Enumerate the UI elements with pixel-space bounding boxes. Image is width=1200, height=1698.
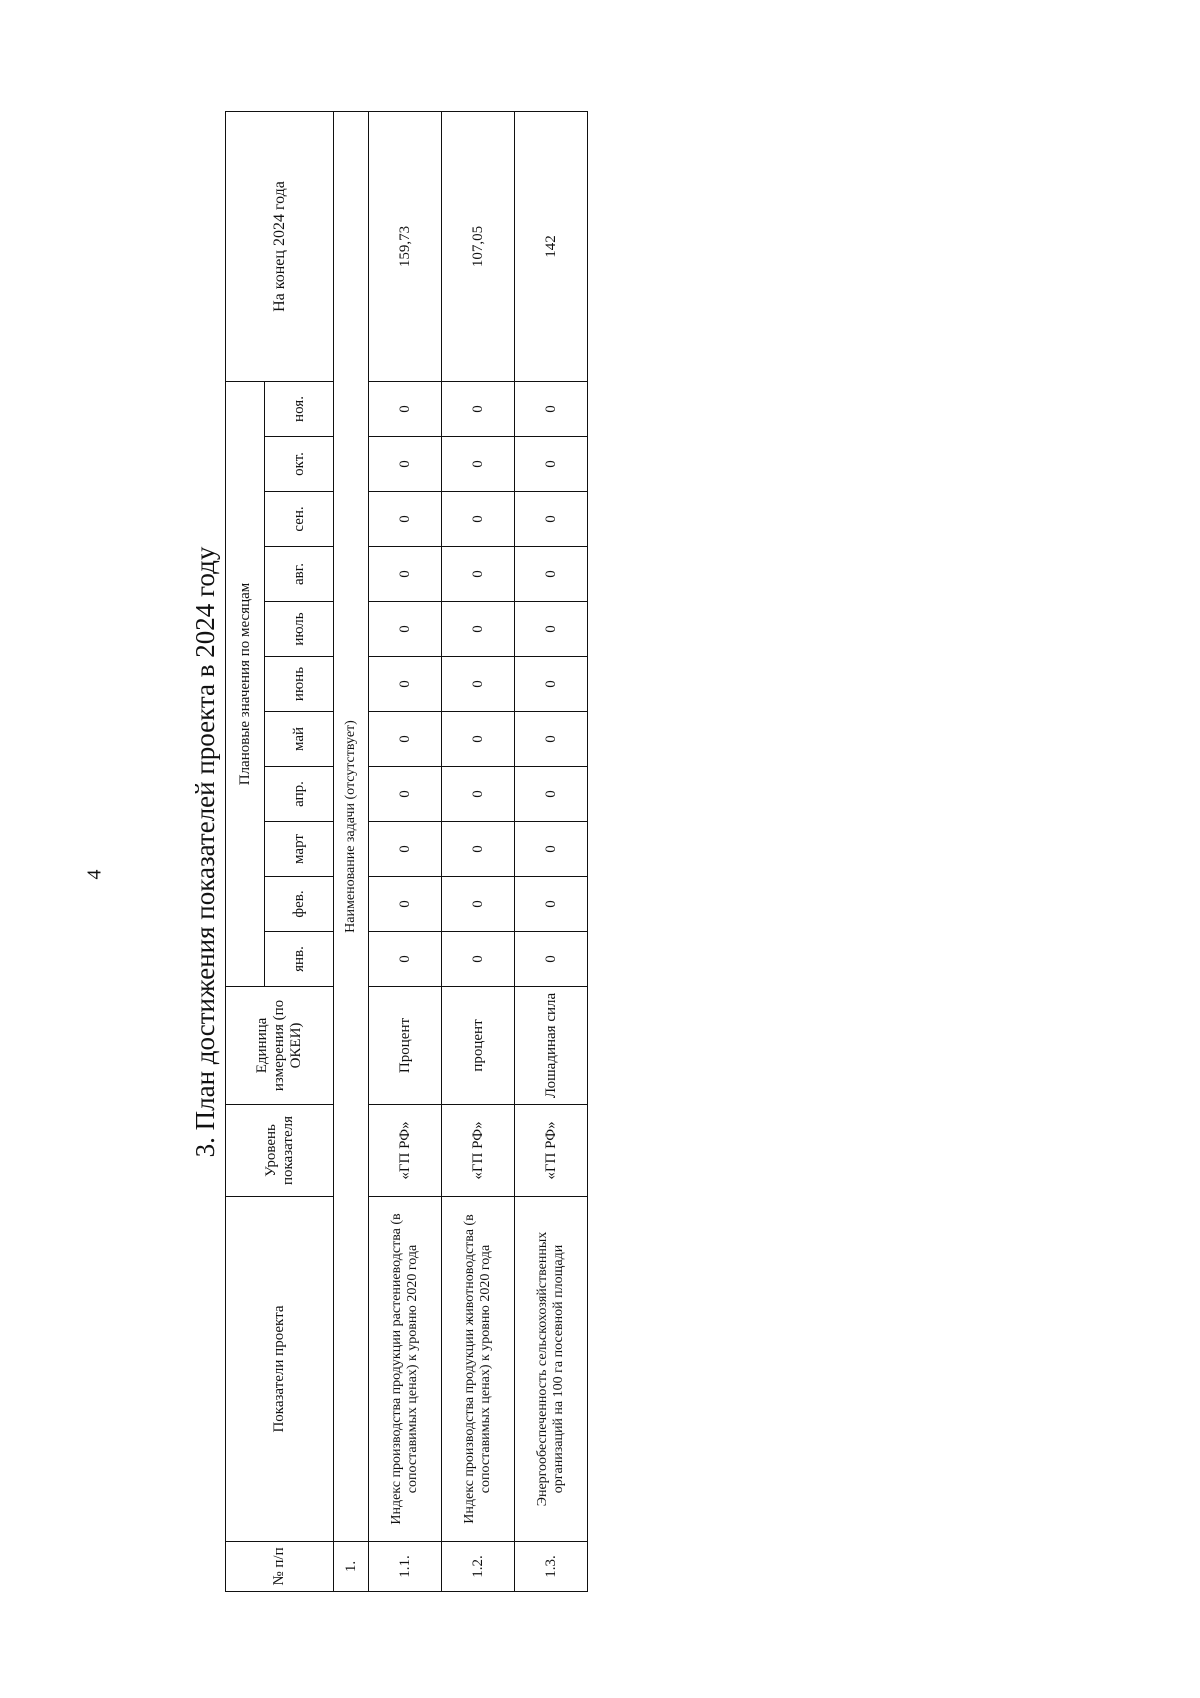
header-num: № п/п bbox=[226, 1542, 334, 1592]
row-end-year: 142 bbox=[515, 111, 588, 381]
row-month-value: 0 bbox=[369, 712, 442, 767]
task-label: Наименование задачи (отсутствует) bbox=[334, 111, 369, 1541]
row-month-value: 0 bbox=[369, 602, 442, 657]
header-month: апр. bbox=[265, 767, 334, 822]
row-month-value: 0 bbox=[442, 437, 515, 492]
indicators-plan-table bbox=[225, 111, 588, 1592]
header-month: май bbox=[265, 712, 334, 767]
row-month-value: 0 bbox=[442, 767, 515, 822]
row-unit: Процент bbox=[369, 987, 442, 1105]
row-level: «ГП РФ» bbox=[442, 1105, 515, 1197]
row-indicator-name: Индекс производства продукции животноводства (в сопоставимых ценах) к уровню 2020 года bbox=[442, 1197, 515, 1542]
row-month-value: 0 bbox=[442, 547, 515, 602]
header-month: фев. bbox=[265, 877, 334, 932]
header-row-1 bbox=[226, 111, 265, 1591]
row-month-value: 0 bbox=[442, 602, 515, 657]
row-month-value: 0 bbox=[515, 547, 588, 602]
row-month-value: 0 bbox=[442, 712, 515, 767]
row-month-value: 0 bbox=[515, 822, 588, 877]
row-month-value: 0 bbox=[442, 492, 515, 547]
row-month-value: 0 bbox=[515, 932, 588, 987]
row-month-value: 0 bbox=[369, 767, 442, 822]
row-month-value: 0 bbox=[515, 437, 588, 492]
row-month-value: 0 bbox=[442, 381, 515, 436]
row-month-value: 0 bbox=[515, 602, 588, 657]
header-month: янв. bbox=[265, 932, 334, 987]
row-month-value: 0 bbox=[442, 932, 515, 987]
header-level: Уровень показателя bbox=[226, 1105, 334, 1197]
row-month-value: 0 bbox=[515, 767, 588, 822]
row-month-value: 0 bbox=[369, 381, 442, 436]
header-monthly-group: Плановые значения по месяцам bbox=[226, 381, 265, 986]
row-month-value: 0 bbox=[369, 547, 442, 602]
row-unit: процент bbox=[442, 987, 515, 1105]
row-num: 1.1. bbox=[369, 1542, 442, 1592]
row-indicator-name: Энергообеспеченность сельскохозяйственных организаций на 100 га посевной площади bbox=[515, 1197, 588, 1542]
header-month: июнь bbox=[265, 657, 334, 712]
row-indicator-name: Индекс производства продукции растениеводства (в сопоставимых ценах) к уровню 2020 года bbox=[369, 1197, 442, 1542]
header-month: март bbox=[265, 822, 334, 877]
row-month-value: 0 bbox=[369, 932, 442, 987]
row-unit: Лошадиная сила bbox=[515, 987, 588, 1105]
header-month: сен. bbox=[265, 492, 334, 547]
header-month: окт. bbox=[265, 437, 334, 492]
row-month-value: 0 bbox=[515, 381, 588, 436]
row-month-value: 0 bbox=[515, 877, 588, 932]
task-row bbox=[334, 111, 369, 1591]
header-month: июль bbox=[265, 602, 334, 657]
row-month-value: 0 bbox=[369, 822, 442, 877]
row-month-value: 0 bbox=[442, 657, 515, 712]
row-month-value: 0 bbox=[515, 657, 588, 712]
row-month-value: 0 bbox=[369, 437, 442, 492]
task-num: 1. bbox=[334, 1542, 369, 1592]
row-level: «ГП РФ» bbox=[515, 1105, 588, 1197]
document-title: 3. План достижения показателей проекта в 2024 году bbox=[190, 546, 220, 1158]
row-end-year: 107,05 bbox=[442, 111, 515, 381]
row-month-value: 0 bbox=[369, 492, 442, 547]
row-level: «ГП РФ» bbox=[369, 1105, 442, 1197]
table-row bbox=[369, 111, 442, 1591]
table-row bbox=[442, 111, 515, 1591]
row-num: 1.2. bbox=[442, 1542, 515, 1592]
row-month-value: 0 bbox=[369, 657, 442, 712]
header-name: Показатели проекта bbox=[226, 1197, 334, 1542]
row-month-value: 0 bbox=[515, 712, 588, 767]
table-row bbox=[515, 111, 588, 1591]
rotated-content bbox=[180, 112, 566, 1592]
header-month: авг. bbox=[265, 547, 334, 602]
row-month-value: 0 bbox=[442, 822, 515, 877]
header-month: ноя. bbox=[265, 381, 334, 436]
row-month-value: 0 bbox=[369, 877, 442, 932]
header-unit: Единица измерения (по ОКЕИ) bbox=[226, 987, 334, 1105]
row-num: 1.3. bbox=[515, 1542, 588, 1592]
row-month-value: 0 bbox=[442, 877, 515, 932]
row-end-year: 159,73 bbox=[369, 111, 442, 381]
page-number: 4 bbox=[83, 869, 106, 880]
row-month-value: 0 bbox=[515, 492, 588, 547]
header-end-year: На конец 2024 года bbox=[226, 111, 334, 381]
